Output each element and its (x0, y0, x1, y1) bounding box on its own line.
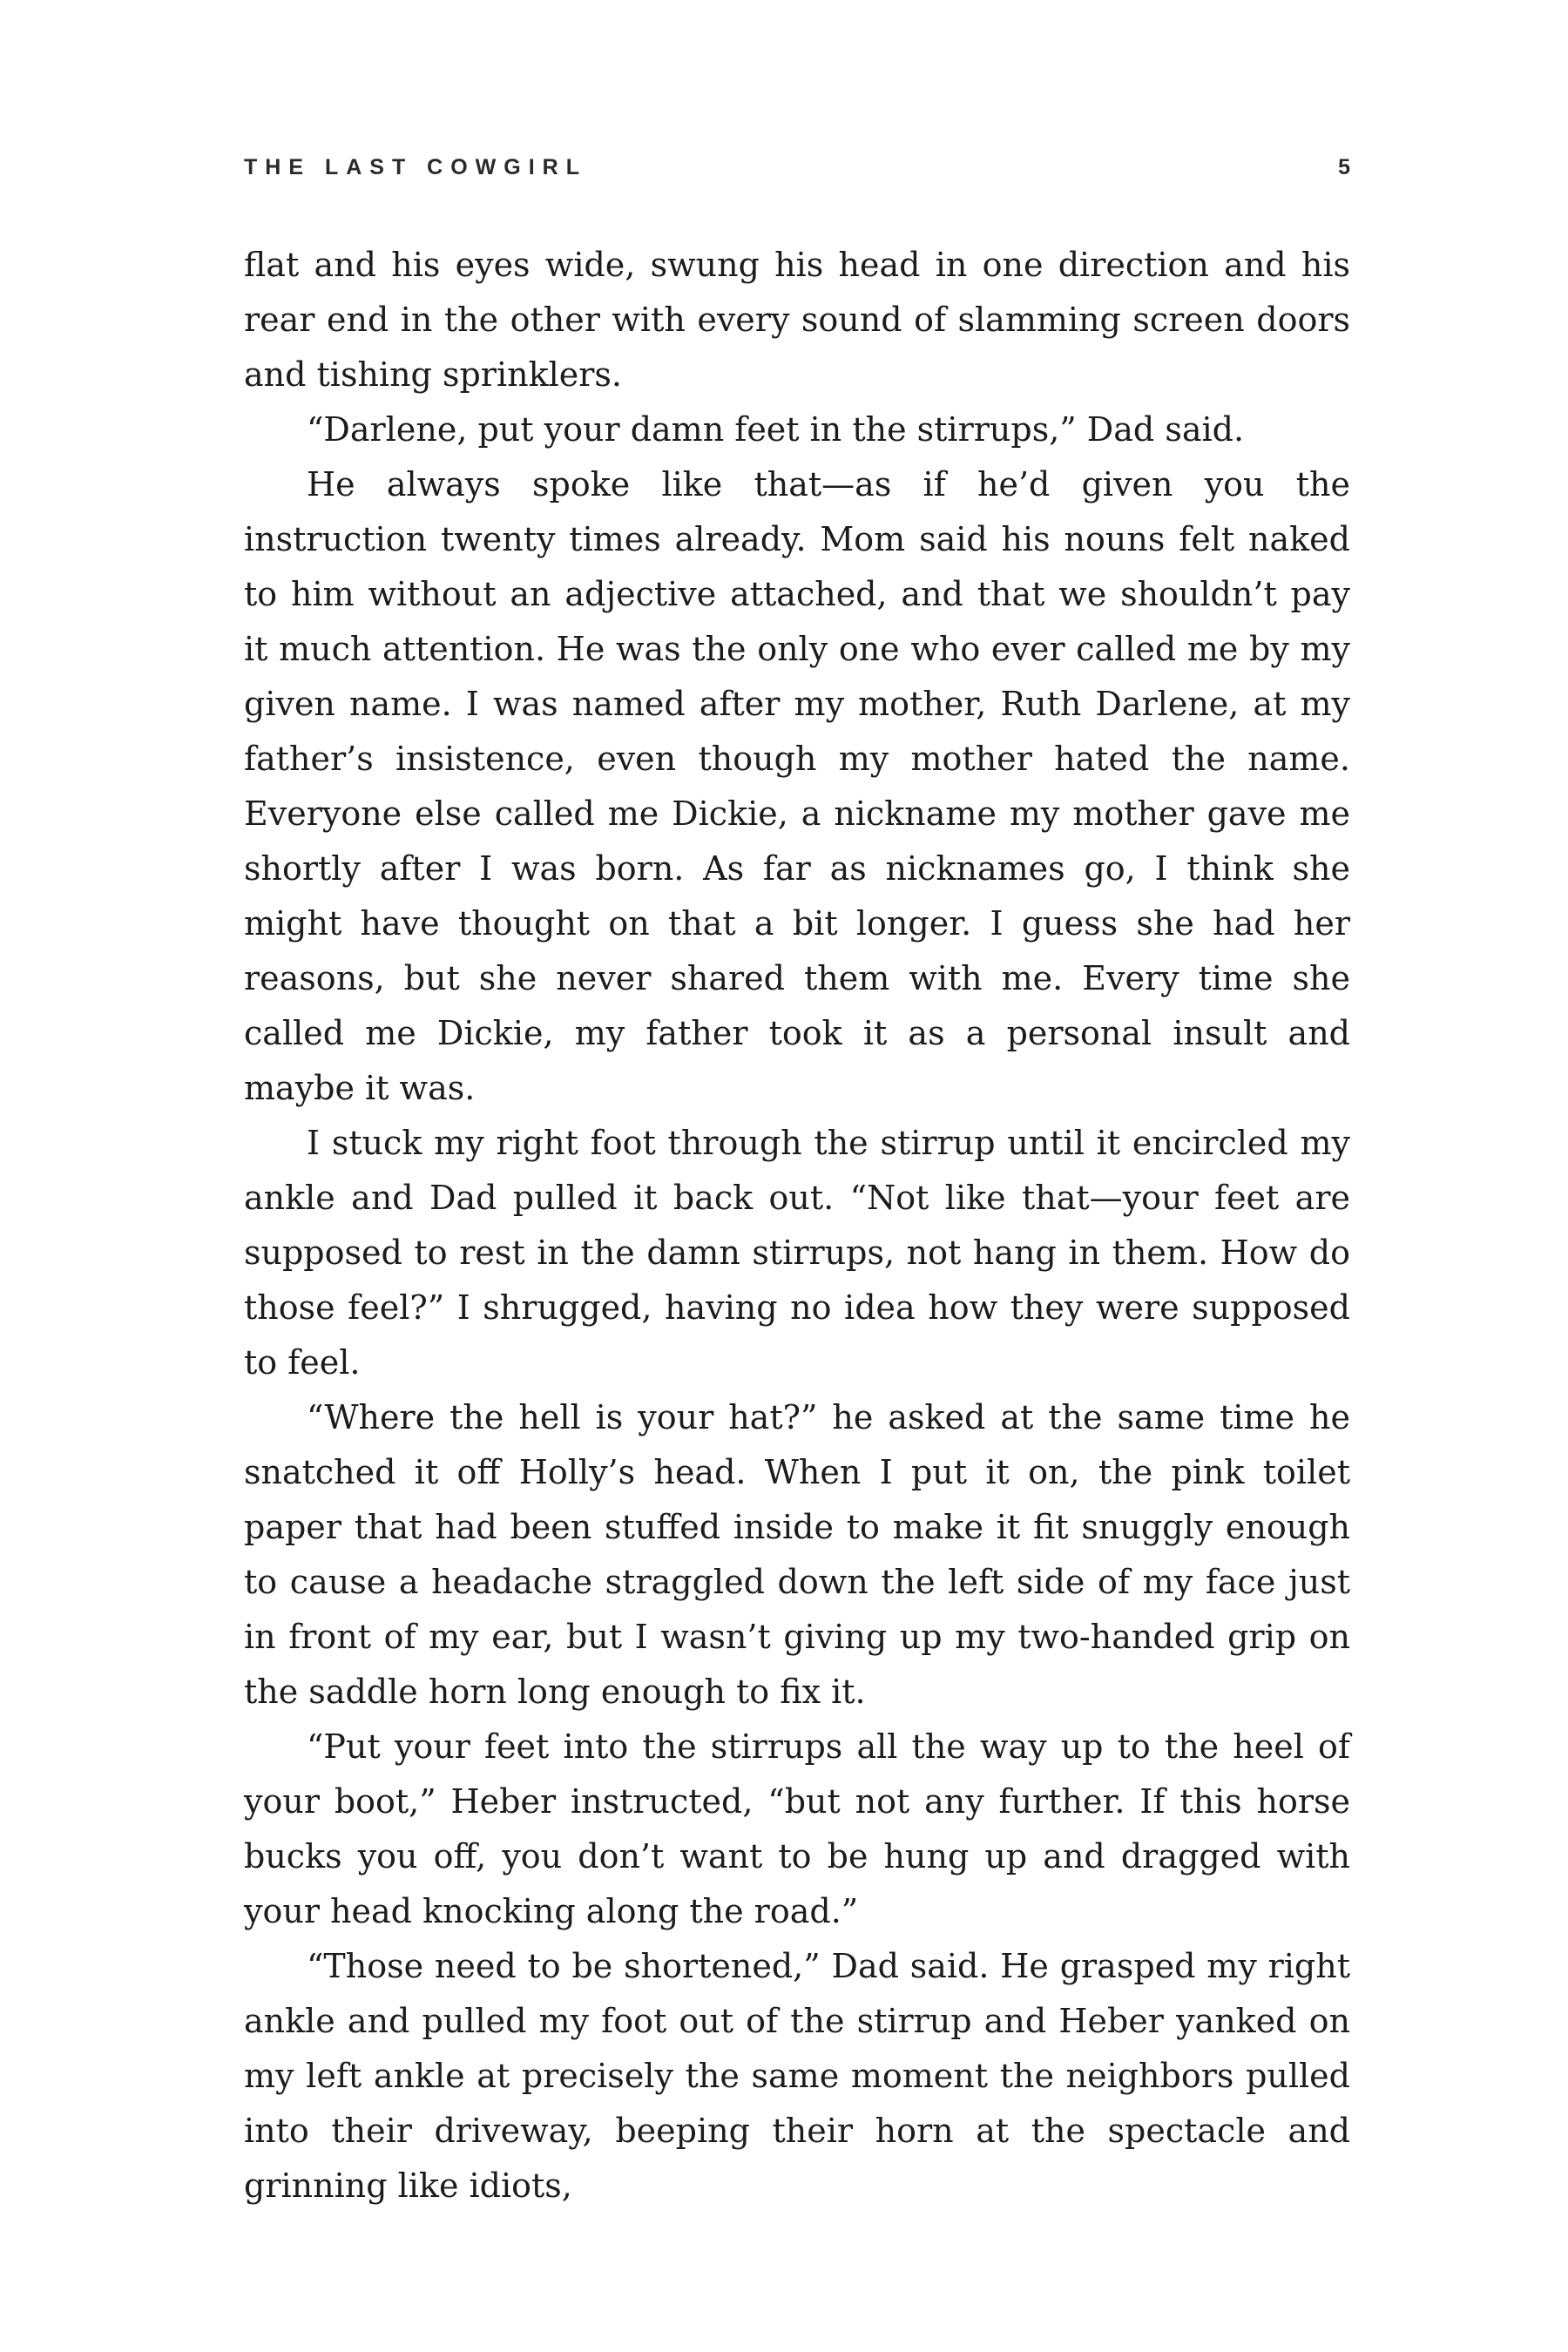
paragraph: “Darlene, put your damn feet in the stirrups,” Dad said. (307, 410, 1245, 449)
paragraph: “Those need to be shortened,” Dad said. He grasped my right ankle and pulled my foot out of the stirrup and Heber yanked on my left ankle at precisely the same moment the neighbors pulled into their driveway, beeping their horn at the spectacle and grinning like idiots, (244, 1947, 1350, 2205)
paragraph: He always spoke like that—as if he’d given you the instruction twenty times already. Mom said his nouns felt naked to him without an adjective attached, and that we shouldn’t pay it much attention. He was the only one who ever called me by my given name. I was named after my mother, Ruth Darlene, at my father’s insistence, even though my mother hated the name. Everyone else called me Dickie, a nickname my mother gave me shortly after I was born. As far as nicknames go, I think she might have thought on that a bit longer. I guess she had her reasons, but she never shared them with me. Every time she called me Dickie, my father took it as a personal insult and maybe it was. (244, 465, 1350, 1107)
running-head-title: THE LAST COWGIRL (244, 155, 587, 179)
paragraph: “Where the hell is your hat?” he asked at the same time he snatched it off Holly’s head. When I put it on, the pink toilet paper that had been stuffed inside to make it fit snuggly enough to cause a headache straggled down the left side of my face just in front of my ear, but I wasn’t giving up my two-handed grip on the saddle horn long enough to fix it. (244, 1398, 1350, 1711)
paragraph: “Put your feet into the stirrups all the way up to the heel of your boot,” Heber instructed, “but not any further. If this horse bucks you off, you don’t want to be hung up and dragged with your head knocking along the road.” (244, 1727, 1350, 1930)
running-head (244, 155, 1350, 180)
paragraph-continuation: flat and his eyes wide, swung his head in one direction and his rear end in the other with every sound of slamming screen doors and tishing sprinklers. (244, 246, 1350, 394)
page-number: 5 (1338, 155, 1350, 179)
paragraph: I stuck my right foot through the stirrup until it encircled my ankle and Dad pulled it back out. “Not like that—your feet are supposed to rest in the damn stirrups, not hang in them. How do those feel?” I shrugged, having no idea how they were supposed to feel. (244, 1124, 1350, 1382)
body-text (244, 238, 1350, 2213)
